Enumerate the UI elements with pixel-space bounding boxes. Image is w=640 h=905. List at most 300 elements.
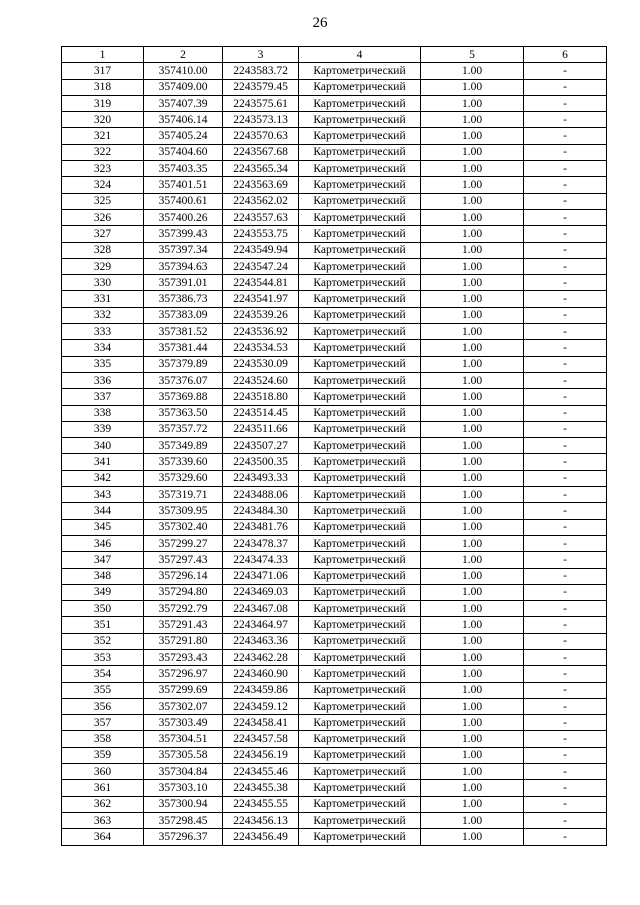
- x-coordinate-cell: 357383.09: [144, 307, 223, 323]
- accuracy-cell: 1.00: [421, 780, 524, 796]
- method-cell: Картометрический: [299, 617, 421, 633]
- method-cell: Картометрический: [299, 79, 421, 95]
- note-cell: -: [524, 63, 607, 79]
- table-row: [62, 161, 607, 177]
- x-coordinate-cell: 357304.84: [144, 764, 223, 780]
- note-cell: -: [524, 405, 607, 421]
- method-cell: Картометрический: [299, 633, 421, 649]
- accuracy-cell: 1.00: [421, 519, 524, 535]
- point-number-cell: 364: [62, 829, 144, 845]
- point-number-cell: 353: [62, 649, 144, 665]
- accuracy-cell: 1.00: [421, 144, 524, 160]
- table-row: [62, 291, 607, 307]
- point-number-cell: 347: [62, 552, 144, 568]
- table-row: [62, 421, 607, 437]
- method-cell: Картометрический: [299, 519, 421, 535]
- method-cell: Картометрический: [299, 112, 421, 128]
- table-row: [62, 633, 607, 649]
- point-number-cell: 332: [62, 307, 144, 323]
- note-cell: -: [524, 112, 607, 128]
- table-row: [62, 258, 607, 274]
- point-number-cell: 361: [62, 780, 144, 796]
- table-row: [62, 568, 607, 584]
- y-coordinate-cell: 2243553.75: [223, 226, 299, 242]
- point-number-cell: 359: [62, 747, 144, 763]
- table-row: [62, 487, 607, 503]
- accuracy-cell: 1.00: [421, 161, 524, 177]
- x-coordinate-cell: 357394.63: [144, 258, 223, 274]
- accuracy-cell: 1.00: [421, 356, 524, 372]
- y-coordinate-cell: 2243544.81: [223, 275, 299, 291]
- method-cell: Картометрический: [299, 454, 421, 470]
- point-number-cell: 348: [62, 568, 144, 584]
- x-coordinate-cell: 357296.97: [144, 666, 223, 682]
- point-number-cell: 356: [62, 698, 144, 714]
- y-coordinate-cell: 2243549.94: [223, 242, 299, 258]
- note-cell: -: [524, 503, 607, 519]
- table-row: [62, 747, 607, 763]
- x-coordinate-cell: 357405.24: [144, 128, 223, 144]
- method-cell: Картометрический: [299, 95, 421, 111]
- accuracy-cell: 1.00: [421, 389, 524, 405]
- accuracy-cell: 1.00: [421, 421, 524, 437]
- y-coordinate-cell: 2243467.08: [223, 601, 299, 617]
- method-cell: Картометрический: [299, 258, 421, 274]
- point-number-cell: 322: [62, 144, 144, 160]
- y-coordinate-cell: 2243455.38: [223, 780, 299, 796]
- table-row: [62, 242, 607, 258]
- point-number-cell: 323: [62, 161, 144, 177]
- method-cell: Картометрический: [299, 487, 421, 503]
- point-number-cell: 349: [62, 584, 144, 600]
- table-row: [62, 209, 607, 225]
- point-number-cell: 318: [62, 79, 144, 95]
- note-cell: -: [524, 601, 607, 617]
- note-cell: -: [524, 747, 607, 763]
- x-coordinate-cell: 357407.39: [144, 95, 223, 111]
- x-coordinate-cell: 357406.14: [144, 112, 223, 128]
- table-row: [62, 307, 607, 323]
- column-header: 2: [144, 47, 223, 63]
- method-cell: Картометрический: [299, 144, 421, 160]
- accuracy-cell: 1.00: [421, 193, 524, 209]
- accuracy-cell: 1.00: [421, 731, 524, 747]
- table-row: [62, 340, 607, 356]
- note-cell: -: [524, 470, 607, 486]
- y-coordinate-cell: 2243457.58: [223, 731, 299, 747]
- accuracy-cell: 1.00: [421, 649, 524, 665]
- x-coordinate-cell: 357397.34: [144, 242, 223, 258]
- method-cell: Картометрический: [299, 764, 421, 780]
- method-cell: Картометрический: [299, 209, 421, 225]
- table-row: [62, 438, 607, 454]
- table-row: [62, 796, 607, 812]
- accuracy-cell: 1.00: [421, 584, 524, 600]
- point-number-cell: 328: [62, 242, 144, 258]
- accuracy-cell: 1.00: [421, 470, 524, 486]
- method-cell: Картометрический: [299, 340, 421, 356]
- method-cell: Картометрический: [299, 405, 421, 421]
- accuracy-cell: 1.00: [421, 291, 524, 307]
- note-cell: -: [524, 95, 607, 111]
- column-header: 3: [223, 47, 299, 63]
- method-cell: Картометрический: [299, 63, 421, 79]
- x-coordinate-cell: 357386.73: [144, 291, 223, 307]
- accuracy-cell: 1.00: [421, 79, 524, 95]
- y-coordinate-cell: 2243455.46: [223, 764, 299, 780]
- point-number-cell: 330: [62, 275, 144, 291]
- table-row: [62, 372, 607, 388]
- point-number-cell: 336: [62, 372, 144, 388]
- note-cell: -: [524, 144, 607, 160]
- accuracy-cell: 1.00: [421, 340, 524, 356]
- accuracy-cell: 1.00: [421, 568, 524, 584]
- method-cell: Картометрический: [299, 389, 421, 405]
- accuracy-cell: 1.00: [421, 226, 524, 242]
- x-coordinate-cell: 357303.49: [144, 715, 223, 731]
- note-cell: -: [524, 79, 607, 95]
- accuracy-cell: 1.00: [421, 601, 524, 617]
- x-coordinate-cell: 357329.60: [144, 470, 223, 486]
- y-coordinate-cell: 2243534.53: [223, 340, 299, 356]
- table-row: [62, 177, 607, 193]
- table-body: [62, 63, 607, 845]
- x-coordinate-cell: 357302.40: [144, 519, 223, 535]
- table-row: [62, 79, 607, 95]
- note-cell: -: [524, 552, 607, 568]
- table-row: [62, 731, 607, 747]
- point-number-cell: 357: [62, 715, 144, 731]
- accuracy-cell: 1.00: [421, 324, 524, 340]
- table-row: [62, 63, 607, 79]
- y-coordinate-cell: 2243511.66: [223, 421, 299, 437]
- method-cell: Картометрический: [299, 307, 421, 323]
- table-row: [62, 682, 607, 698]
- x-coordinate-cell: 357369.88: [144, 389, 223, 405]
- y-coordinate-cell: 2243484.30: [223, 503, 299, 519]
- point-number-cell: 339: [62, 421, 144, 437]
- point-number-cell: 341: [62, 454, 144, 470]
- y-coordinate-cell: 2243563.69: [223, 177, 299, 193]
- x-coordinate-cell: 357291.80: [144, 633, 223, 649]
- table-row: [62, 95, 607, 111]
- method-cell: Картометрический: [299, 796, 421, 812]
- x-coordinate-cell: 357376.07: [144, 372, 223, 388]
- x-coordinate-cell: 357296.14: [144, 568, 223, 584]
- y-coordinate-cell: 2243562.02: [223, 193, 299, 209]
- method-cell: Картометрический: [299, 291, 421, 307]
- point-number-cell: 325: [62, 193, 144, 209]
- accuracy-cell: 1.00: [421, 666, 524, 682]
- x-coordinate-cell: 357294.80: [144, 584, 223, 600]
- point-number-cell: 345: [62, 519, 144, 535]
- x-coordinate-cell: 357381.52: [144, 324, 223, 340]
- table-row: [62, 405, 607, 421]
- point-number-cell: 317: [62, 63, 144, 79]
- accuracy-cell: 1.00: [421, 177, 524, 193]
- table-row: [62, 324, 607, 340]
- y-coordinate-cell: 2243456.49: [223, 829, 299, 845]
- x-coordinate-cell: 357292.79: [144, 601, 223, 617]
- point-number-cell: 354: [62, 666, 144, 682]
- point-number-cell: 335: [62, 356, 144, 372]
- note-cell: -: [524, 829, 607, 845]
- note-cell: -: [524, 291, 607, 307]
- point-number-cell: 340: [62, 438, 144, 454]
- x-coordinate-cell: 357309.95: [144, 503, 223, 519]
- note-cell: -: [524, 666, 607, 682]
- note-cell: -: [524, 487, 607, 503]
- note-cell: -: [524, 193, 607, 209]
- note-cell: -: [524, 307, 607, 323]
- table-row: [62, 780, 607, 796]
- y-coordinate-cell: 2243570.63: [223, 128, 299, 144]
- accuracy-cell: 1.00: [421, 454, 524, 470]
- note-cell: -: [524, 324, 607, 340]
- y-coordinate-cell: 2243469.03: [223, 584, 299, 600]
- x-coordinate-cell: 357410.00: [144, 63, 223, 79]
- x-coordinate-cell: 357403.35: [144, 161, 223, 177]
- y-coordinate-cell: 2243455.55: [223, 796, 299, 812]
- accuracy-cell: 1.00: [421, 682, 524, 698]
- y-coordinate-cell: 2243456.19: [223, 747, 299, 763]
- column-header: 6: [524, 47, 607, 63]
- coordinates-table: [61, 46, 607, 846]
- accuracy-cell: 1.00: [421, 535, 524, 551]
- table-row: [62, 715, 607, 731]
- x-coordinate-cell: 357304.51: [144, 731, 223, 747]
- y-coordinate-cell: 2243493.33: [223, 470, 299, 486]
- method-cell: Картометрический: [299, 552, 421, 568]
- accuracy-cell: 1.00: [421, 812, 524, 828]
- method-cell: Картометрический: [299, 698, 421, 714]
- column-header: 5: [421, 47, 524, 63]
- x-coordinate-cell: 357409.00: [144, 79, 223, 95]
- y-coordinate-cell: 2243583.72: [223, 63, 299, 79]
- x-coordinate-cell: 357399.43: [144, 226, 223, 242]
- y-coordinate-cell: 2243463.36: [223, 633, 299, 649]
- note-cell: -: [524, 682, 607, 698]
- accuracy-cell: 1.00: [421, 715, 524, 731]
- table-row: [62, 226, 607, 242]
- y-coordinate-cell: 2243462.28: [223, 649, 299, 665]
- y-coordinate-cell: 2243478.37: [223, 535, 299, 551]
- method-cell: Картометрический: [299, 193, 421, 209]
- accuracy-cell: 1.00: [421, 258, 524, 274]
- accuracy-cell: 1.00: [421, 372, 524, 388]
- table-header: [62, 47, 607, 63]
- method-cell: Картометрический: [299, 356, 421, 372]
- note-cell: -: [524, 535, 607, 551]
- method-cell: Картометрический: [299, 747, 421, 763]
- accuracy-cell: 1.00: [421, 617, 524, 633]
- y-coordinate-cell: 2243481.76: [223, 519, 299, 535]
- accuracy-cell: 1.00: [421, 112, 524, 128]
- point-number-cell: 327: [62, 226, 144, 242]
- table-row: [62, 454, 607, 470]
- table-row: [62, 356, 607, 372]
- table-row: [62, 617, 607, 633]
- method-cell: Картометрический: [299, 731, 421, 747]
- point-number-cell: 319: [62, 95, 144, 111]
- method-cell: Картометрический: [299, 275, 421, 291]
- method-cell: Картометрический: [299, 568, 421, 584]
- point-number-cell: 320: [62, 112, 144, 128]
- x-coordinate-cell: 357379.89: [144, 356, 223, 372]
- note-cell: -: [524, 209, 607, 225]
- note-cell: -: [524, 584, 607, 600]
- note-cell: -: [524, 161, 607, 177]
- y-coordinate-cell: 2243488.06: [223, 487, 299, 503]
- method-cell: Картометрический: [299, 324, 421, 340]
- x-coordinate-cell: 357305.58: [144, 747, 223, 763]
- note-cell: -: [524, 128, 607, 144]
- y-coordinate-cell: 2243567.68: [223, 144, 299, 160]
- x-coordinate-cell: 357293.43: [144, 649, 223, 665]
- accuracy-cell: 1.00: [421, 633, 524, 649]
- point-number-cell: 338: [62, 405, 144, 421]
- header-row: [62, 47, 607, 63]
- x-coordinate-cell: 357291.43: [144, 617, 223, 633]
- method-cell: Картометрический: [299, 535, 421, 551]
- x-coordinate-cell: 357404.60: [144, 144, 223, 160]
- method-cell: Картометрический: [299, 584, 421, 600]
- note-cell: -: [524, 438, 607, 454]
- note-cell: -: [524, 226, 607, 242]
- point-number-cell: 331: [62, 291, 144, 307]
- y-coordinate-cell: 2243547.24: [223, 258, 299, 274]
- y-coordinate-cell: 2243575.61: [223, 95, 299, 111]
- note-cell: -: [524, 649, 607, 665]
- note-cell: -: [524, 812, 607, 828]
- accuracy-cell: 1.00: [421, 698, 524, 714]
- x-coordinate-cell: 357391.01: [144, 275, 223, 291]
- note-cell: -: [524, 372, 607, 388]
- x-coordinate-cell: 357319.71: [144, 487, 223, 503]
- table-row: [62, 552, 607, 568]
- table-row: [62, 128, 607, 144]
- note-cell: -: [524, 519, 607, 535]
- method-cell: Картометрический: [299, 421, 421, 437]
- note-cell: -: [524, 258, 607, 274]
- method-cell: Картометрический: [299, 177, 421, 193]
- note-cell: -: [524, 780, 607, 796]
- table-row: [62, 144, 607, 160]
- x-coordinate-cell: 357302.07: [144, 698, 223, 714]
- method-cell: Картометрический: [299, 161, 421, 177]
- point-number-cell: 343: [62, 487, 144, 503]
- x-coordinate-cell: 357299.27: [144, 535, 223, 551]
- point-number-cell: 360: [62, 764, 144, 780]
- accuracy-cell: 1.00: [421, 63, 524, 79]
- point-number-cell: 363: [62, 812, 144, 828]
- x-coordinate-cell: 357297.43: [144, 552, 223, 568]
- table-row: [62, 535, 607, 551]
- y-coordinate-cell: 2243536.92: [223, 324, 299, 340]
- method-cell: Картометрический: [299, 812, 421, 828]
- method-cell: Картометрический: [299, 601, 421, 617]
- note-cell: -: [524, 715, 607, 731]
- x-coordinate-cell: 357299.69: [144, 682, 223, 698]
- y-coordinate-cell: 2243458.41: [223, 715, 299, 731]
- y-coordinate-cell: 2243500.35: [223, 454, 299, 470]
- y-coordinate-cell: 2243518.80: [223, 389, 299, 405]
- table-row: [62, 275, 607, 291]
- accuracy-cell: 1.00: [421, 275, 524, 291]
- table-row: [62, 764, 607, 780]
- x-coordinate-cell: 357300.94: [144, 796, 223, 812]
- y-coordinate-cell: 2243474.33: [223, 552, 299, 568]
- point-number-cell: 344: [62, 503, 144, 519]
- x-coordinate-cell: 357357.72: [144, 421, 223, 437]
- y-coordinate-cell: 2243565.34: [223, 161, 299, 177]
- x-coordinate-cell: 357296.37: [144, 829, 223, 845]
- x-coordinate-cell: 357339.60: [144, 454, 223, 470]
- y-coordinate-cell: 2243530.09: [223, 356, 299, 372]
- accuracy-cell: 1.00: [421, 307, 524, 323]
- table-row: [62, 112, 607, 128]
- y-coordinate-cell: 2243459.86: [223, 682, 299, 698]
- y-coordinate-cell: 2243524.60: [223, 372, 299, 388]
- accuracy-cell: 1.00: [421, 503, 524, 519]
- note-cell: -: [524, 633, 607, 649]
- y-coordinate-cell: 2243557.63: [223, 209, 299, 225]
- point-number-cell: 352: [62, 633, 144, 649]
- table-row: [62, 584, 607, 600]
- accuracy-cell: 1.00: [421, 796, 524, 812]
- method-cell: Картометрический: [299, 649, 421, 665]
- x-coordinate-cell: 357363.50: [144, 405, 223, 421]
- table-row: [62, 470, 607, 486]
- table-row: [62, 666, 607, 682]
- column-header: 4: [299, 47, 421, 63]
- accuracy-cell: 1.00: [421, 829, 524, 845]
- accuracy-cell: 1.00: [421, 764, 524, 780]
- y-coordinate-cell: 2243456.13: [223, 812, 299, 828]
- table-row: [62, 193, 607, 209]
- note-cell: -: [524, 340, 607, 356]
- x-coordinate-cell: 357298.45: [144, 812, 223, 828]
- method-cell: Картометрический: [299, 372, 421, 388]
- accuracy-cell: 1.00: [421, 95, 524, 111]
- note-cell: -: [524, 421, 607, 437]
- x-coordinate-cell: 357349.89: [144, 438, 223, 454]
- y-coordinate-cell: 2243464.97: [223, 617, 299, 633]
- x-coordinate-cell: 357401.51: [144, 177, 223, 193]
- point-number-cell: 362: [62, 796, 144, 812]
- point-number-cell: 355: [62, 682, 144, 698]
- note-cell: -: [524, 796, 607, 812]
- point-number-cell: 333: [62, 324, 144, 340]
- method-cell: Картометрический: [299, 503, 421, 519]
- note-cell: -: [524, 177, 607, 193]
- method-cell: Картометрический: [299, 242, 421, 258]
- point-number-cell: 326: [62, 209, 144, 225]
- method-cell: Картометрический: [299, 226, 421, 242]
- point-number-cell: 321: [62, 128, 144, 144]
- y-coordinate-cell: 2243459.12: [223, 698, 299, 714]
- method-cell: Картометрический: [299, 666, 421, 682]
- table-row: [62, 812, 607, 828]
- point-number-cell: 324: [62, 177, 144, 193]
- point-number-cell: 358: [62, 731, 144, 747]
- table-row: [62, 601, 607, 617]
- y-coordinate-cell: 2243514.45: [223, 405, 299, 421]
- accuracy-cell: 1.00: [421, 128, 524, 144]
- table-row: [62, 829, 607, 845]
- note-cell: -: [524, 242, 607, 258]
- point-number-cell: 351: [62, 617, 144, 633]
